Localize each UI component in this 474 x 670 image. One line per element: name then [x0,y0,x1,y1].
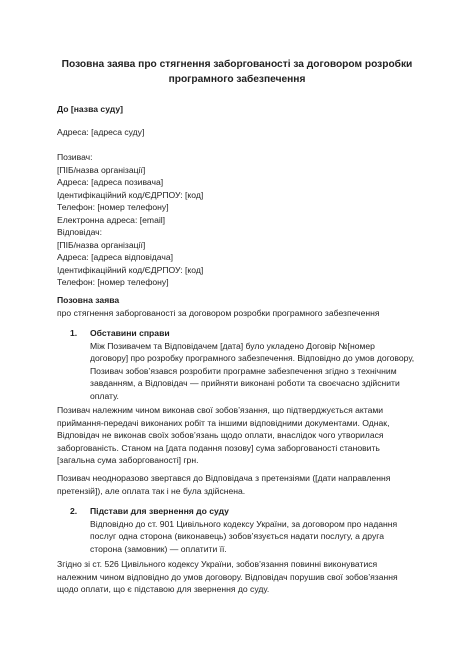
paragraph-legal-basis [57,558,398,596]
paragraph-line: Позивач неодноразово звертався до Відповідача з претензіями ([дати направлення [57,473,391,483]
plaintiff-name: [ПІБ/назва організації] [57,164,146,175]
plaintiff-phone: Телефон: [номер телефону] [57,202,169,212]
document-title [40,57,434,87]
section-1-line: Позивач зобов’язався розробити програмне забезпечення згідно з технічним [90,365,397,376]
defendant-phone: Телефон: [номер телефону] [57,277,169,287]
claim-subtitle: про стягнення заборгованості за договором розробки програмного забезпечення [57,308,380,318]
section-1-line: Між Позивачем та Відповідачем [дата] було укладено Договір №[номер [90,340,375,351]
paragraph-line: належним чином відповідно до умов договору. Відповідач порушив свої зобов’язання [57,571,398,582]
claim-heading: Позовна заява [57,295,120,305]
plaintiff-code: Ідентифікаційний код/ЄДРПОУ: [код] [57,189,204,200]
section-2 [90,505,397,555]
title-line-2: програмного забезпечення [168,74,306,85]
court-recipient: До [назва суду] [57,104,123,114]
defendant-name: [ПІБ/назва організації] [57,239,146,250]
defendant-block [57,226,203,289]
plaintiff-address: Адреса: [адреса позивача] [57,177,164,187]
paragraph-performance [57,404,389,467]
paragraph-claims [57,472,390,497]
defendant-code: Ідентифікаційний код/ЄДРПОУ: [код] [57,264,204,275]
section-1-title: Обставини справи [90,328,170,338]
section-1-line: оплату. [90,390,119,401]
section-1-line: договору] про розробку програмного забезпечення. Відповідно до умов договору, [90,353,415,363]
section-1 [90,327,414,402]
section-2-number: 2. [70,506,78,516]
defendant-address: Адреса: [адреса відповідача] [57,252,174,262]
plaintiff-heading: Позивач: [57,152,93,162]
section-2-line: послуг одна сторона (виконавець) зобов’язується надати послугу, а друга [90,531,385,541]
section-2-line: сторона (замовник) — оплатити її. [90,543,227,554]
paragraph-line: Позивач належним чином виконав свої зобов’язання, що підтверджується актами [57,405,384,415]
paragraph-line: претензій]), але оплата так і не була здійснена. [57,485,246,496]
section-2-title: Підстави для звернення до суду [90,506,229,516]
paragraph-line: приймання-передачі виконаних робіт та іншими відповідними документами. Однак, [57,417,390,428]
paragraph-line: щодо оплати, що є підставою для звернення до суду. [57,584,270,594]
paragraph-line: [загальна сума заборгованості] грн. [57,455,199,465]
title-line-1: Позовна заява про стягнення заборгованості за договором розробки [61,59,413,70]
plaintiff-email: Електронна адреса: [email] [57,214,166,225]
section-1-line: завданням, а Відповідач — прийняти виконані роботи та своєчасно здійснити [90,378,400,388]
plaintiff-block [57,151,203,226]
defendant-heading: Відповідач: [57,227,103,237]
paragraph-line: заборгованість. Станом на [дата подання позову] сума заборгованості становить [57,442,380,453]
paragraph-line: Згідно зі ст. 526 Цивільного кодексу України, зобов’язання повинні виконуватися [57,559,378,569]
section-2-line: Відповідно до ст. 901 Цивільного кодексу України, за договором про надання [90,518,398,529]
section-1-number: 1. [70,328,78,338]
court-address: Адреса: [адреса суду] [57,127,145,137]
paragraph-line: Відповідач не виконав своїх зобов’язань щодо оплати, внаслідок чого утворилася [57,430,384,440]
